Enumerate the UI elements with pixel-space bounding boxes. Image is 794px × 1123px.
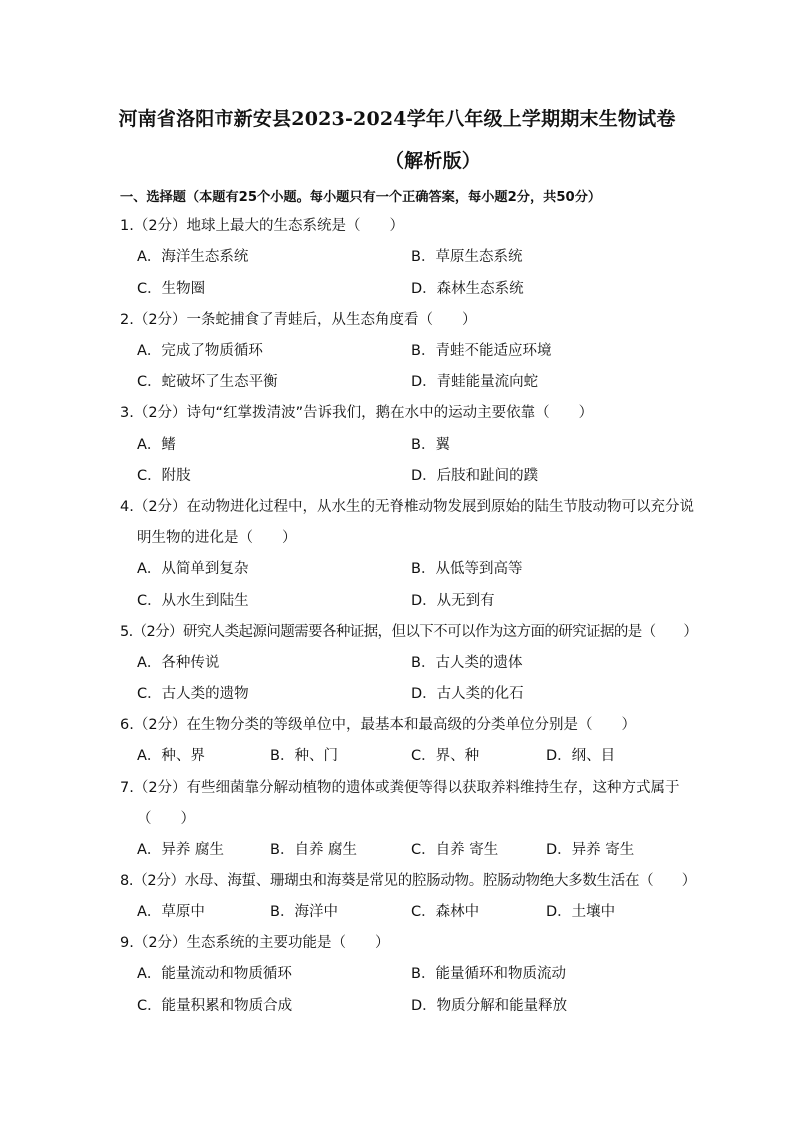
question-8-option-b: B．海洋中 bbox=[270, 904, 338, 920]
question-6-option-c: C．界、种 bbox=[411, 748, 480, 764]
question-7-option-d: D．异养 寄生 bbox=[546, 842, 635, 858]
question-2-option-b: B．青蛙不能适应环境 bbox=[411, 343, 552, 359]
question-7-stem: 7.（2分）有些细菌靠分解动植物的遗体或粪便等得以获取养料维持生存，这种方式属于 bbox=[120, 780, 680, 796]
question-5-option-d: D．古人类的化石 bbox=[411, 686, 524, 702]
question-6-option-a: A．种、界 bbox=[137, 748, 205, 764]
question-7-option-c: C．自养 寄生 bbox=[411, 842, 499, 858]
question-1-option-c: C．生物圈 bbox=[137, 281, 206, 297]
question-2-option-d: D．青蛙能量流向蛇 bbox=[411, 374, 539, 390]
section-heading: 一、选择题（本题有25个小题。每小题只有一个正确答案，每小题2分，共50分） bbox=[120, 190, 602, 205]
question-9-option-a: A．能量流动和物质循环 bbox=[137, 966, 292, 982]
question-4-option-b: B．从低等到高等 bbox=[411, 561, 523, 577]
question-1-stem: 1.（2分）地球上最大的生态系统是（ ） bbox=[120, 218, 405, 234]
question-5-stem: 5.（2分）研究人类起源问题需要各种证据，但以下不可以作为这方面的研究证据的是（ ） bbox=[120, 624, 698, 640]
question-3-option-d: D．后肢和趾间的蹼 bbox=[411, 468, 539, 484]
question-1-option-b: B．草原生态系统 bbox=[411, 249, 523, 265]
question-8-option-d: D．土壤中 bbox=[546, 904, 616, 920]
question-3-option-c: C．附肢 bbox=[137, 468, 191, 484]
question-4-option-c: C．从水生到陆生 bbox=[137, 593, 249, 609]
question-3-stem: 3.（2分）诗句“红掌拨清波”告诉我们，鹅在水中的运动主要依靠（ ） bbox=[120, 405, 594, 421]
question-4-option-a: A．从简单到复杂 bbox=[137, 561, 249, 577]
question-5-option-a: A．各种传说 bbox=[137, 655, 220, 671]
question-9-option-b: B．能量循环和物质流动 bbox=[411, 966, 566, 982]
question-9-option-c: C．能量积累和物质合成 bbox=[137, 998, 293, 1014]
question-9-stem: 9.（2分）生态系统的主要功能是（ ） bbox=[120, 935, 390, 951]
question-1-option-a: A．海洋生态系统 bbox=[137, 249, 249, 265]
question-7-option-b: B．自养 腐生 bbox=[270, 842, 358, 858]
question-5-option-b: B．古人类的遗体 bbox=[411, 655, 523, 671]
question-8-option-a: A．草原中 bbox=[137, 904, 205, 920]
question-6-option-d: D．纲、目 bbox=[546, 748, 616, 764]
document-subtitle: （解析版） bbox=[384, 150, 481, 172]
question-7-stem-continued: （ ） bbox=[137, 811, 195, 827]
question-8-option-c: C．森林中 bbox=[411, 904, 480, 920]
question-2-stem: 2.（2分）一条蛇捕食了青蛙后，从生态角度看（ ） bbox=[120, 312, 477, 328]
question-8-stem: 8.（2分）水母、海蜇、珊瑚虫和海葵是常见的腔肠动物。腔肠动物绝大多数生活在（ ） bbox=[120, 873, 696, 889]
question-4-option-d: D．从无到有 bbox=[411, 593, 495, 609]
document-title: 河南省洛阳市新安县2023-2024学年八年级上学期期末生物试卷 bbox=[118, 108, 676, 130]
question-7-option-a: A．异养 腐生 bbox=[137, 842, 225, 858]
question-6-option-b: B．种、门 bbox=[270, 748, 338, 764]
question-9-option-d: D．物质分解和能量释放 bbox=[411, 998, 568, 1014]
question-2-option-c: C．蛇破坏了生态平衡 bbox=[137, 374, 278, 390]
question-3-option-b: B．翼 bbox=[411, 437, 450, 453]
question-1-option-d: D．森林生态系统 bbox=[411, 281, 524, 297]
question-4-stem-continued: 明生物的进化是（ ） bbox=[137, 530, 297, 546]
question-5-option-c: C．古人类的遗物 bbox=[137, 686, 249, 702]
question-3-option-a: A．鳍 bbox=[137, 437, 176, 453]
question-6-stem: 6.（2分）在生物分类的等级单位中，最基本和最高级的分类单位分别是（ ） bbox=[120, 717, 637, 733]
question-4-stem: 4.（2分）在动物进化过程中，从水生的无脊椎动物发展到原始的陆生节肢动物可以充分说 bbox=[120, 499, 695, 515]
question-2-option-a: A．完成了物质循环 bbox=[137, 343, 263, 359]
